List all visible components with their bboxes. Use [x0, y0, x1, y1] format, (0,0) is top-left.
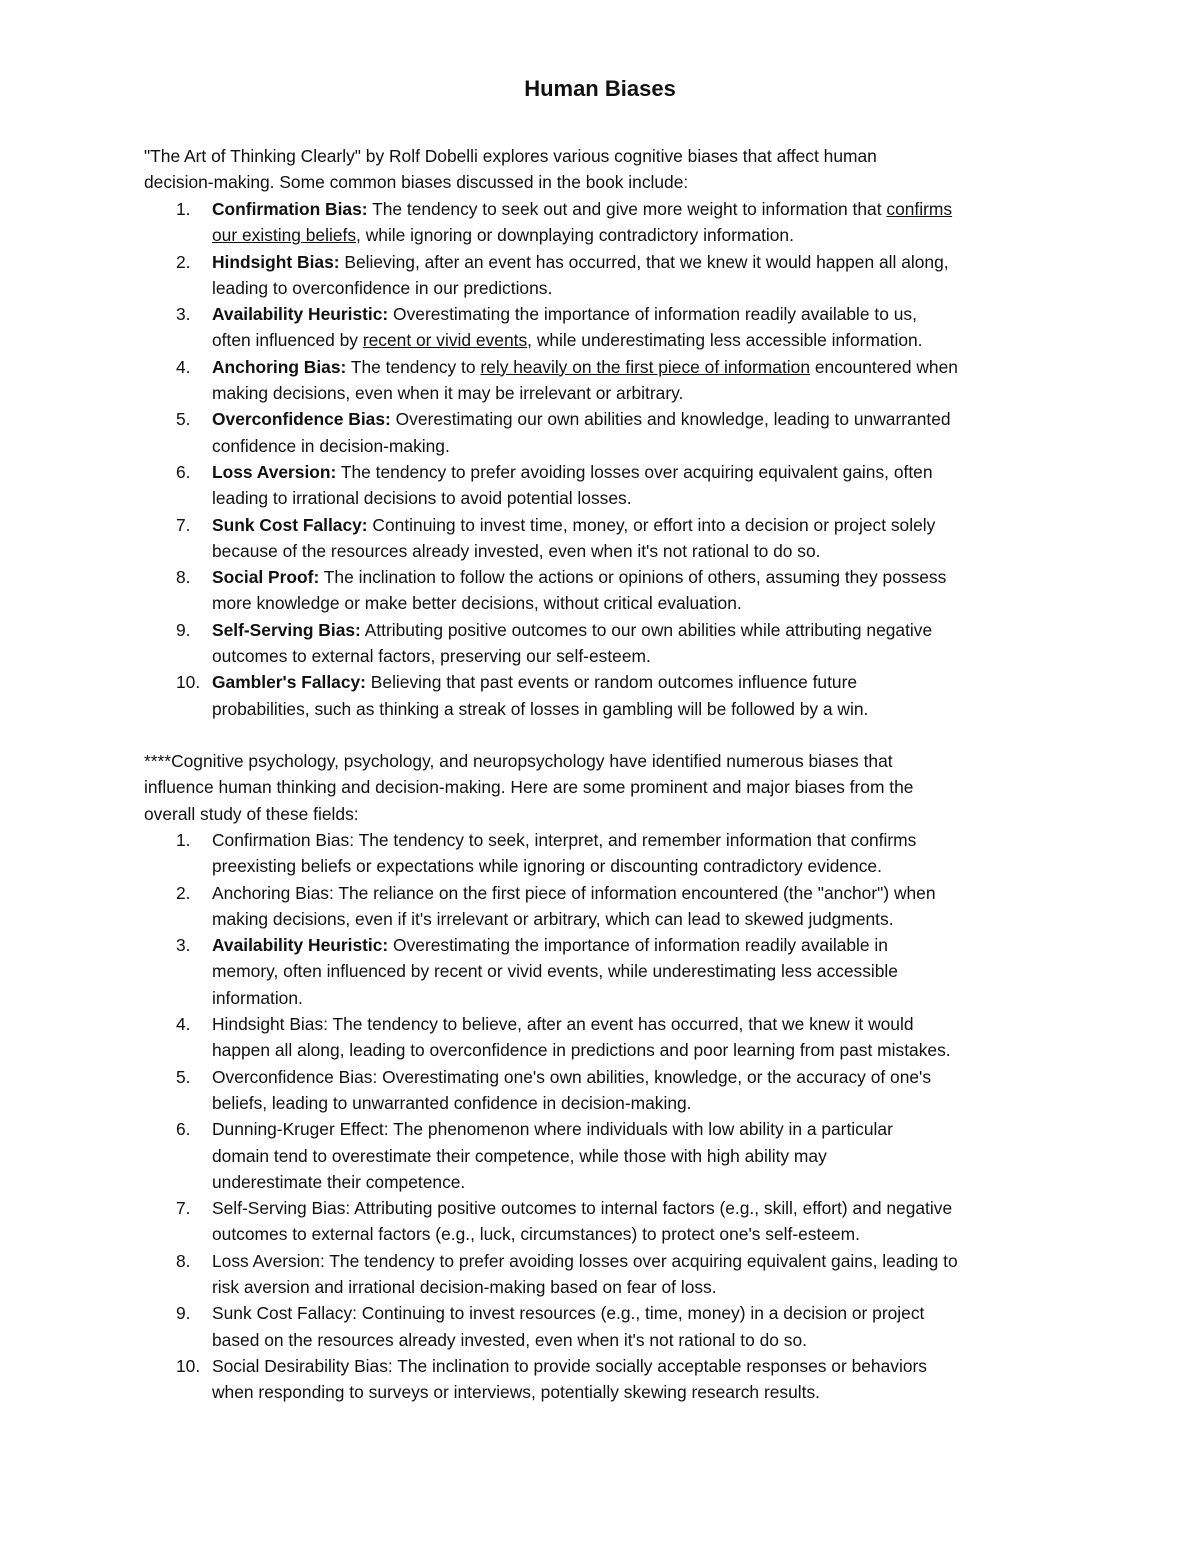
bias-text: Hindsight Bias: The tendency to believe, after an event has occurred, that we knew it would [212, 1014, 914, 1035]
list-item [144, 1248, 1074, 1301]
list-number: 4. [176, 356, 191, 377]
bias-text: Loss Aversion: The tendency to prefer avoiding losses over acquiring equivalent gains, leading to [212, 1250, 958, 1271]
list-item [144, 617, 1074, 670]
bias-text: The tendency to seek out and give more weight to information that [367, 199, 887, 219]
underlined-text: rely heavily on the first piece of information [480, 356, 811, 377]
list-item [144, 564, 1074, 617]
list-item [144, 1116, 1074, 1195]
list-number: 7. [176, 1198, 191, 1219]
paragraph-line: influence human thinking and decision-making. Here are some prominent and major biases from the [144, 777, 914, 798]
bias-text: more knowledge or make better decisions, without critical evaluation. [212, 593, 742, 614]
bias-text: domain tend to overestimate their competence, while those with high ability may [212, 1145, 827, 1166]
list-item [144, 301, 1074, 354]
bias-text: making decisions, even if it's irrelevant or arbitrary, which can lead to skewed judgments. [212, 908, 894, 929]
bias-term: Anchoring Bias: [212, 356, 347, 377]
bias-text: Believing, after an event has occurred, that we knew it would happen all along, [339, 251, 949, 272]
list-number: 2. [176, 251, 191, 272]
bias-text: The tendency to [346, 356, 481, 377]
bias-text: preexisting beliefs or expectations while ignoring or discounting contradictory evidence. [212, 856, 882, 877]
bias-text: often influenced by [212, 330, 363, 351]
bias-text: happen all along, leading to overconfidence in predictions and poor learning from past mistakes. [212, 1040, 951, 1061]
bias-text: memory, often influenced by recent or vivid events, while underestimating less accessible [212, 961, 898, 982]
bias-text: confidence in decision-making. [212, 435, 450, 456]
list-number: 8. [176, 1250, 191, 1271]
bias-text: Attributing positive outcomes to our own abilities while attributing negative [360, 619, 933, 640]
paragraph-line: overall study of these fields: [144, 803, 359, 824]
list-number: 1. [176, 199, 191, 219]
bias-text: Social Desirability Bias: The inclination to provide socially acceptable responses or behaviors [212, 1355, 927, 1376]
bias-text: , while underestimating less accessible information. [527, 330, 923, 351]
list-item [144, 1353, 1074, 1406]
list-number: 5. [176, 409, 191, 430]
bias-text: , while ignoring or downplaying contradictory information. [356, 225, 794, 246]
bias-term: Availability Heuristic: [212, 304, 389, 325]
underlined-text: recent or vivid events [362, 330, 528, 351]
bias-text: information. [212, 987, 303, 1008]
list-number: 1. [176, 830, 191, 850]
bias-text: Continuing to invest time, money, or effort into a decision or project solely [367, 514, 936, 535]
bias-text: encountered when [810, 356, 958, 377]
list-item [144, 669, 1074, 722]
list-item [144, 354, 1074, 407]
bias-text: Believing that past events or random outcomes influence future [365, 672, 858, 693]
bias-text: Overestimating the importance of information readily available in [388, 935, 888, 956]
list-number: 9. [176, 1303, 191, 1324]
bias-term: Self-Serving Bias: [212, 619, 361, 640]
list-number: 10. [176, 1355, 201, 1376]
bias-text: underestimate their competence. [212, 1171, 466, 1192]
list-item [144, 249, 1074, 302]
bias-text: The tendency to prefer avoiding losses over acquiring equivalent gains, often [336, 461, 933, 482]
bias-text: leading to overconfidence in our predictions. [212, 277, 553, 298]
list-number: 6. [176, 1119, 191, 1140]
paragraph-line: ****Cognitive psychology, psychology, and neuropsychology have identified numerous biases that [144, 751, 893, 771]
bias-text: Sunk Cost Fallacy: Continuing to invest resources (e.g., time, money) in a decision or project [212, 1303, 925, 1324]
dobelli-bias-list [144, 196, 1074, 722]
page-title: Human Biases [524, 76, 676, 101]
list-number: 3. [176, 935, 191, 956]
bias-term: Confirmation Bias: [212, 199, 368, 219]
bias-text: risk aversion and irrational decision-making based on fear of loss. [212, 1277, 717, 1298]
list-item [144, 1011, 1074, 1064]
underlined-text: confirms [886, 199, 953, 219]
list-number: 8. [176, 567, 191, 588]
bias-term: Social Proof: [212, 567, 320, 588]
bias-text: because of the resources already invested, even when it's not rational to do so. [212, 540, 821, 561]
bias-text: making decisions, even when it may be irrelevant or arbitrary. [212, 383, 684, 404]
bias-text: outcomes to external factors, preserving our self-esteem. [212, 646, 651, 667]
list-item [144, 406, 1074, 459]
list-item [144, 196, 1074, 249]
list-item [144, 1064, 1074, 1117]
psychology-bias-list [144, 827, 1074, 1406]
second-paragraph [144, 748, 1074, 827]
intro-line: "The Art of Thinking Clearly" by Rolf Dobelli explores various cognitive biases that affect human [144, 146, 877, 166]
bias-text: Overconfidence Bias: Overestimating one's own abilities, knowledge, or the accuracy of one's [212, 1066, 932, 1087]
bias-text: Overestimating our own abilities and knowledge, leading to unwarranted [390, 409, 951, 430]
bias-text: when responding to surveys or interviews, potentially skewing research results. [212, 1382, 820, 1403]
bias-text: based on the resources already invested, even when it's not rational to do so. [212, 1329, 807, 1350]
bias-term: Loss Aversion: [212, 461, 337, 482]
bias-text: leading to irrational decisions to avoid potential losses. [212, 488, 632, 509]
bias-text: Self-Serving Bias: Attributing positive outcomes to internal factors (e.g., skill, effort) and negative [212, 1198, 953, 1219]
bias-term: Hindsight Bias: [212, 251, 340, 272]
bias-text: beliefs, leading to unwarranted confidence in decision-making. [212, 1092, 692, 1113]
underlined-text: our existing beliefs [212, 225, 357, 246]
bias-term: Gambler's Fallacy: [212, 672, 366, 693]
list-number: 2. [176, 882, 191, 903]
list-number: 5. [176, 1066, 191, 1087]
list-item [144, 1300, 1074, 1353]
list-item [144, 459, 1074, 512]
bias-text: Confirmation Bias: The tendency to seek, interpret, and remember information that confirms [212, 830, 917, 850]
list-number: 4. [176, 1014, 191, 1035]
bias-text: probabilities, such as thinking a streak of losses in gambling will be followed by a win. [212, 698, 869, 719]
bias-text: Overestimating the importance of information readily available to us, [388, 304, 917, 325]
bias-text: outcomes to external factors (e.g., luck, circumstances) to protect one's self-esteem. [212, 1224, 861, 1245]
list-item [144, 932, 1074, 1011]
bias-text: The inclination to follow the actions or opinions of others, assuming they possess [319, 567, 947, 588]
bias-term: Sunk Cost Fallacy: [212, 514, 368, 535]
bias-text: Anchoring Bias: The reliance on the first piece of information encountered (the "anchor") when [212, 882, 936, 903]
list-number: 3. [176, 304, 191, 325]
list-number: 7. [176, 514, 191, 535]
intro-paragraph [144, 143, 1074, 196]
list-item [144, 827, 1074, 880]
intro-line: decision-making. Some common biases discussed in the book include: [144, 172, 689, 193]
list-number: 10. [176, 672, 201, 693]
list-item [144, 512, 1074, 565]
list-item [144, 880, 1074, 933]
bias-term: Overconfidence Bias: [212, 409, 391, 430]
list-number: 9. [176, 619, 191, 640]
list-number: 6. [176, 461, 191, 482]
list-item [144, 1195, 1074, 1248]
bias-term: Availability Heuristic: [212, 935, 389, 956]
bias-text: Dunning-Kruger Effect: The phenomenon where individuals with low ability in a particular [212, 1119, 893, 1140]
